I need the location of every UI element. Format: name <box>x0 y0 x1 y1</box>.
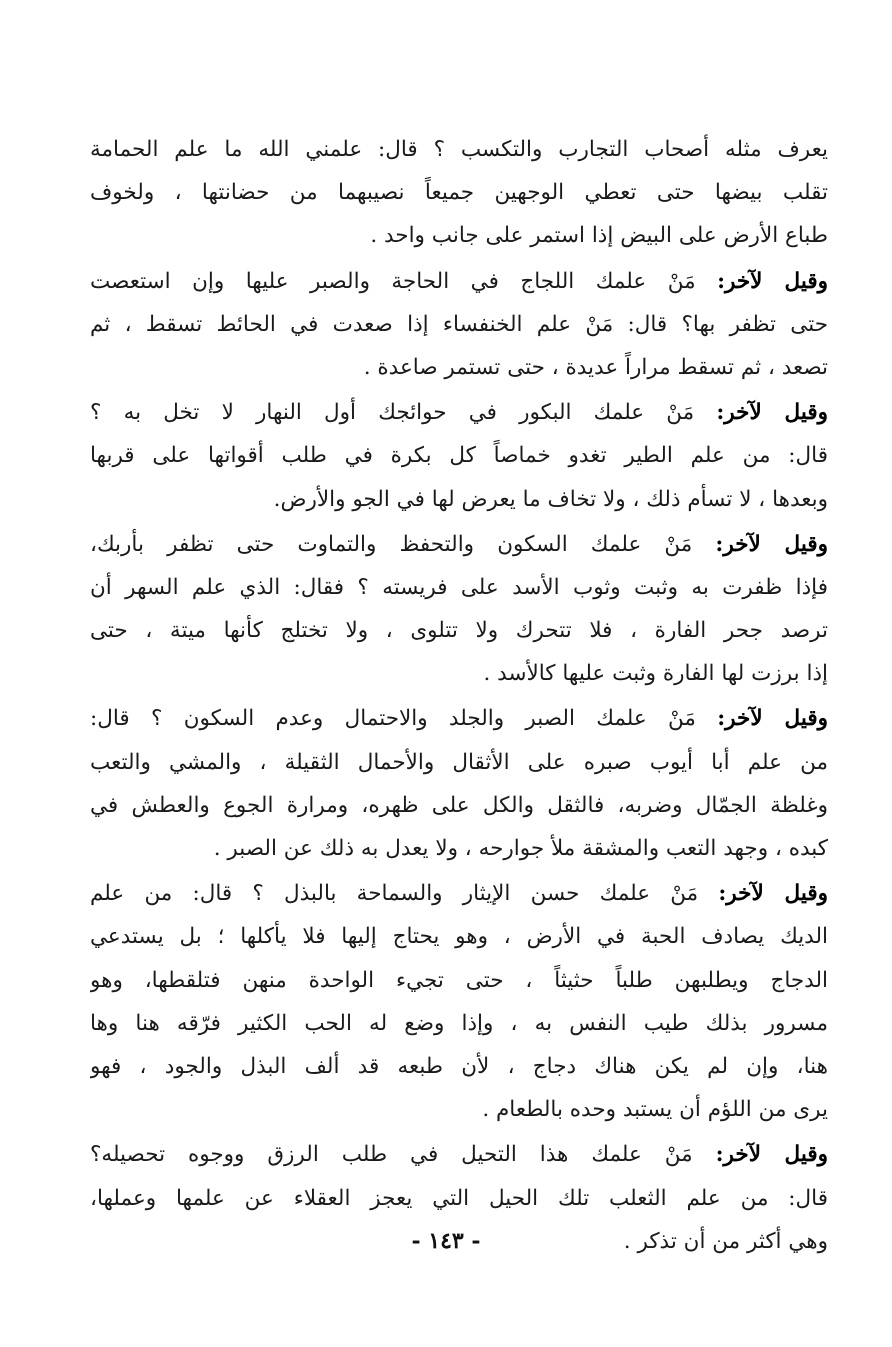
text-line <box>90 609 828 652</box>
text-line <box>90 827 828 870</box>
body-text <box>90 128 828 1263</box>
line-text: مَنْ علمك حسن الإيثار والسماحة بالبذل ؟ قال: من علم <box>90 881 719 907</box>
line-text: وهي أكثر من أن تذكر . <box>623 1228 828 1254</box>
line-text: حتى تظفر بها؟ قال: مَنْ علم الخنفساء إذا صعدت في الحائط تسقط ، ثم <box>90 311 828 337</box>
text-line <box>90 478 828 521</box>
text-line <box>90 697 828 740</box>
text-line <box>90 303 828 346</box>
text-line <box>90 434 828 477</box>
line-text: مَنْ علمك البكور في حوائجك أول النهار لا تخل به ؟ <box>90 400 717 426</box>
text-line <box>90 391 828 434</box>
line-text: إذا برزت لها الفارة وثبت عليها كالأسد . <box>483 661 828 687</box>
text-line <box>90 915 828 958</box>
line-text: الدجاج ويطلبهن طلباً حثيثاً ، حتى تجيء الواحدة منهن فتلقطها، وهو <box>90 967 828 993</box>
line-text: وبعدها ، لا تسأم ذلك ، ولا تخاف ما يعرض لها في الجو والأرض. <box>273 486 828 512</box>
paragraph <box>90 697 828 870</box>
paragraph-lead: وقيل لآخر: <box>716 400 828 426</box>
text-line <box>90 1133 828 1176</box>
line-text: مَنْ علمك الصبر والجلد والاحتمال وعدم السكون ؟ قال: <box>90 706 718 732</box>
line-text: فإذا ظفرت به وثبت وثوب الأسد على فريسته ؟ فقال: الذي علم السهر أن <box>90 574 828 600</box>
line-text: مَنْ علمك اللجاج في الحاجة والصبر عليها وإن استعصت <box>90 268 718 294</box>
line-text: قال: من علم الطير تغدو خماصاً كل بكرة في طلب أقواتها على قربها <box>90 443 828 469</box>
line-text: ترصد جحر الفارة ، فلا تتحرك ولا تتلوى ، ولا تختلج كأنها ميتة ، حتى <box>90 618 828 644</box>
line-text: كبده ، وجهد التعب والمشقة ملأ جوارحه ، ولا يعدل به ذلك عن الصبر . <box>213 836 828 861</box>
line-text: هنا، وإن لم يكن هناك دجاج ، لأن طبعه قد ألف البذل والجود ، فهو <box>90 1053 828 1079</box>
paragraph <box>90 523 828 696</box>
line-text: مَنْ علمك هذا التحيل في طلب الرزق ووجوه تحصيله؟ <box>90 1142 716 1168</box>
text-line <box>90 346 828 389</box>
paragraph-lead: وقيل لآخر: <box>717 268 828 294</box>
line-text: طباع الأرض على البيض إذا استمر على جانب واحد . <box>370 223 828 249</box>
text-line <box>90 566 828 609</box>
text-line <box>90 741 828 784</box>
text-line <box>90 1002 828 1045</box>
line-text: يرى من اللؤم أن يستبد وحده بالطعام . <box>482 1097 828 1123</box>
paragraph <box>90 872 828 1131</box>
line-text: مَنْ علمك السكون والتحفظ والتماوت حتى تظفر بأربك، <box>90 531 716 557</box>
line-text: يعرف مثله أصحاب التجارب والتكسب ؟ قال: علمني الله ما علم الحمامة <box>90 137 828 162</box>
line-text: تقلب بيضها حتى تعطي الوجهين جميعاً نصيبهما من حضانتها ، ولخوف <box>90 180 828 206</box>
paragraph <box>90 391 828 521</box>
text-line <box>90 784 828 827</box>
paragraph-lead: وقيل لآخر: <box>718 881 828 907</box>
text-line <box>90 260 828 303</box>
text-line <box>90 214 828 257</box>
line-text: مسرور بذلك طيب النفس به ، وإذا وضع له الحب الكثير فرّقه هنا وها <box>90 1010 828 1036</box>
line-text: تصعد ، ثم تسقط مراراً عديدة ، حتى تستمر صاعدة . <box>363 354 828 380</box>
paragraph-lead: وقيل لآخر: <box>717 706 828 732</box>
text-line <box>90 652 828 695</box>
text-line <box>90 959 828 1002</box>
page-number: - ١٤٣ - <box>411 1228 481 1254</box>
text-line <box>90 128 828 171</box>
line-text: وغلظة الجمّال وضربه، فالثقل والكل على ظهره، ومرارة الجوع والعطش في <box>90 792 828 818</box>
line-text: الديك يصادف الحبة في الأرض ، وهو يحتاج إليها فلا يأكلها ؛ بل يستدعي <box>90 924 828 950</box>
text-line <box>90 1088 828 1131</box>
paragraph <box>90 260 828 390</box>
line-text: من علم أبا أيوب صبره على الأثقال والأحمال الثقيلة ، والمشي والتعب <box>90 749 828 775</box>
text-line <box>90 1045 828 1088</box>
paragraph <box>90 128 828 258</box>
line-text: قال: من علم الثعلب تلك الحيل التي يعجز العقلاء عن علمها وعملها، <box>90 1185 828 1211</box>
paragraph-lead: وقيل لآخر: <box>715 1142 828 1168</box>
text-line <box>90 1177 828 1220</box>
text-line <box>90 171 828 214</box>
paragraph-lead: وقيل لآخر: <box>715 531 828 557</box>
text-line <box>90 523 828 566</box>
text-line <box>90 872 828 915</box>
